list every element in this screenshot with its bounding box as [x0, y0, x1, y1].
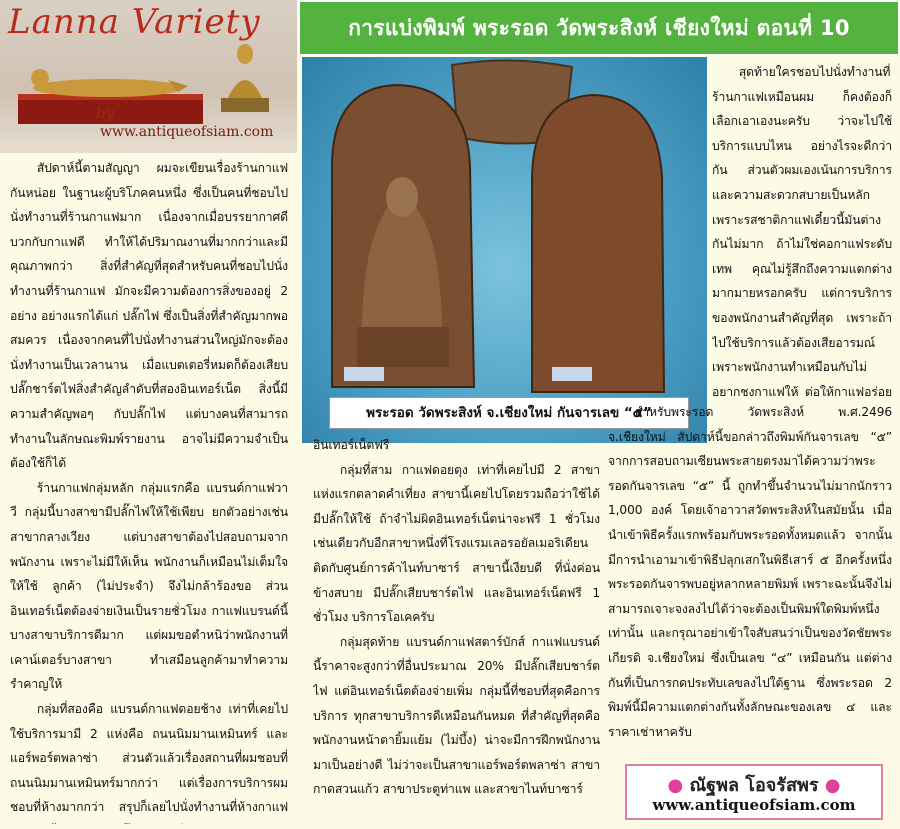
col2-paragraph-2: กลุ่มที่สาม กาแฟดอยตุง เท่าที่เคยไปมี 2 สาขา แห่งแรกตลาดคำเที่ยง สาขานี้เคยไปโดยรวมถือว่าใช้ได้ มีปลั๊กให้ใช้ ถ้าจำไม่ผิดอินเทอร์เน็ตน่าจะฟรี 1 ชั่วโมง เช่นเดียวกับอีกสาขาหนึ่งที่โรงแรมเลอรอยัลเมอริเดียน ติดกับศูนย์การค้าไนท์บาซาร์ สาขานี้เงียบดี ที่นั่งค่อนข้างสบาย มีปลั๊กเสียบชาร์ตไฟ และอินเทอร์เน็ตฟรี 1 ชั่วโมง บริการโอเคครับ — [313, 462, 600, 625]
bullet-icon: ● — [824, 775, 841, 796]
article-column-3-bottom — [608, 400, 892, 760]
logo-by: by — [96, 104, 115, 122]
col2-paragraph-3: กลุ่มสุดท้าย แบรนด์กาแฟสตาร์บักส์ กาแฟแบรนด์นี้ราคาจะสูงกว่าที่อื่นประมาณ 20% มีปลั๊กเสียบชาร์ตไฟ แต่อินเทอร์เน็ตต้องจ่ายเพิ่ม กลุ่มนี้ที่ชอบที่สุดคือการบริการ ทุกสาขาบริการดีเหมือนกันหมด ที่สำคัญที่สุดคือ พนักงานหน้าตายิ้มแย้ม (ไม่บึ้ง) น่าจะมีการฝึกพนักงานมาเป็นอย่างดี ไม่ว่าจะเป็นสาขาแอร์พอร์ตพลาซ่า สาขากาดสวนแก้ว สาขาประตูท่าแพ และสาขาไนท์บาซาร์ — [313, 634, 600, 797]
author-signature-box — [625, 764, 883, 820]
photo-caption: พระรอด วัดพระสิงห์ จ.เชียงใหม่ กันจารเลข “๕” — [329, 397, 689, 429]
col1-paragraph-3: กลุ่มที่สองคือ แบรนด์กาแฟดอยช้าง เท่าที่เคยไปใช้บริการมามี 2 แห่งคือ ถนนนิมมานเหมินทร์ และแอร์พอร์ตพลาซ่า ส่วนตัวแล้วเรื่องสถานที่ผมชอบที่ถนนนิมมานเหมินทร์มากกว่า แต่เรื่องการบริการผมชอบที่ห้างมากกว่า สรุปก็เลยไปนั่งทำงานที่ห้างกาแฟ — [10, 702, 288, 815]
seated-buddha-image — [215, 40, 275, 115]
logo-url: www.antiqueofsiam.com — [100, 124, 274, 140]
lanna-variety-logo — [0, 0, 297, 153]
author-website[interactable]: www.antiqueofsiam.com — [652, 796, 856, 814]
article-column-1 — [10, 156, 288, 824]
bullet-icon: ● — [667, 775, 684, 796]
col3-paragraph-1: สุดท้ายใครชอบไปนั่งทำงานที่ร้านกาแฟเหมือนผม ก็คงต้องก็เลือกเอาเองนะครับ ว่าจะไปใช้บริการแบบไหน อย่างไรจะดีกว่ากัน ส่วนตัวผมเองเน้นการบริการ และความสะดวกสบายเป็นหลัก เพราะรสชาติกาแฟเดี๋ยวนี้มันต่างกันไม่มาก ถ้าไม่ใช่คอกาแฟระดับเทพ คุณไม่รู้สึกถึงความแตกต่างมากมายหรอกครับ แต่การบริการของพนักงานสำคัญที่สุด เพราะถ้าไปใช้บริการแล้วต้องเสียอารมณ์ เพราะพนักงานทำเหมือนกับไม่อยากชงกาแฟให้ ต่อให้กาแฟอร่อย — [712, 65, 892, 399]
col1-paragraph-2: ร้านกาแฟกลุ่มหลัก กลุ่มแรกคือ แบรนด์กาแฟวาวี กลุ่มนี้บางสาขามีปลั๊กไฟให้ใช้เพียบ ยกตัวอย่างเช่น สาขากลางเวียง แต่บางสาขาต้องไปสอบถามจากพนักงาน เพราะไม่มีให้เห็น พนักงานก็เหมือนไม่เต็มใจให้ใช้ ลูกค้า (ไม่ประจำ) จึงไม่กล้าร้องขอ ส่วนอินเทอร์เน็ตต้องจ่ายเงินเป็นรายชั่วโมง กาแฟแบรนด์นี้บางสาขาบริการดีมาก แต่ผมขอตำหนิว่าพนักงานที่เคาน์เตอร์บางสาขา ทำเสมือนลูกค้ามาทำความรำคาญให้ — [10, 480, 288, 692]
logo-title: Lanna Variety — [8, 2, 261, 42]
article-title: การแบ่งพิมพ์ พระรอด วัดพระสิงห์ เชียงใหม่ ตอนที่ 10 — [348, 16, 850, 40]
author-name-line — [627, 770, 881, 799]
col2-paragraph-1: อินเทอร์เน็ตฟรี — [313, 438, 390, 452]
author-name: ณัฐพล โอจรัสพร — [689, 775, 819, 796]
amulet-photo — [302, 57, 707, 443]
col1-paragraph-1: สัปดาห์นี้ตามสัญญา ผมจะเขียนเรื่องร้านกาแฟกันหน่อย ในฐานะผู้บริโภคคนหนึ่ง ซึ่งเป็นคนที่ชอบไปนั่งทำงานที่ร้านกาแฟมาก เนื่องจากเมื่อบรรยากาศดี บวกกับกาแฟดี ทำให้ได้ปริมาณงานที่มากกว่าและมีคุณภาพกว่า สิ่งที่สำคัญที่สุดสำหรับคนที่ชอบไปนั่งทำงานที่ร้านกาแฟ มักจะมีความต้องการสิ่งของอยู่ 2 อย่าง อย่างแรกได้แก่ ปลั๊กไฟ ซึ่งเป็นสิ่งที่สำคัญมากพอสมควร เนื่องจากคนที่ไปนั่งทำงานส่วนใหญ่มักจะต้องนั่งทำงานเป็นเวลานาน เมื่อแบตเตอรี่หมดก็ต้องเสียบปลั๊กชาร์ตไฟสิ่งสำคัญลำดับที่สองอินเทอร์เน็ต สิ่งนี้มีความสำคัญพอๆ กับปลั๊กไฟ แต่บางคนที่สามารถทำงานในลักษณะพิมพ์รายงาน อาจไม่มีความจำเป็นต้องใช้ก็ได้ — [10, 161, 288, 471]
amulet-illustration — [302, 57, 707, 443]
article-column-3-top — [712, 60, 892, 400]
article-title-bar — [298, 0, 900, 56]
article-column-2 — [313, 433, 600, 825]
col3-paragraph-2: สำหรับพระรอด วัดพระสิงห์ พ.ศ.2496 จ.เชียงใหม่ สัปดาห์นี้ขอกล่าวถึงพิมพ์กันจารเลข “๕” จากการสอบถามเซียนพระสายตรงมาได้ความว่าพระรอดกันจารเลข “๕” นี้ ถูกทำขึ้นจำนวนไม่มากนักราว 1,000 องค์ โดยเจ้าอาวาสวัดพระสิงห์ในสมัยนั้น เมื่อนำเข้าพิธีครั้งแรกพร้อมกับพระรอดทั้งหมดแล้ว จากนั้นมีการนำเอามาเข้าพิธีปลุกเสกในพิธีเสาร์ ๕ อีกครั้งหนึ่ง พระรอดกันจารพบอยู่หลากหลายพิมพ์ เพราะฉะนั้นจึงไม่สามารถเจาะจงลงไปได้ว่าจะต้องเป็นพิมพ์ใดพิมพ์หนึ่งเท่านั้น และกรุณาอย่าเข้าใจสับสนว่าเป็นของวัดชัยพระเกียรติ จ.เชียงใหม่ ซึ่งเป็นเลข “๔” เหมือนกัน แต่ต่างกันที่เป็นการกดประทับเลขลงไปใต้ฐาน ซึ่งพระรอด 2 พิมพ์นี้มีความแตกต่างกันทั้งลักษณะของเลข ๔ และราคาเช่าหาครับ — [608, 405, 892, 739]
